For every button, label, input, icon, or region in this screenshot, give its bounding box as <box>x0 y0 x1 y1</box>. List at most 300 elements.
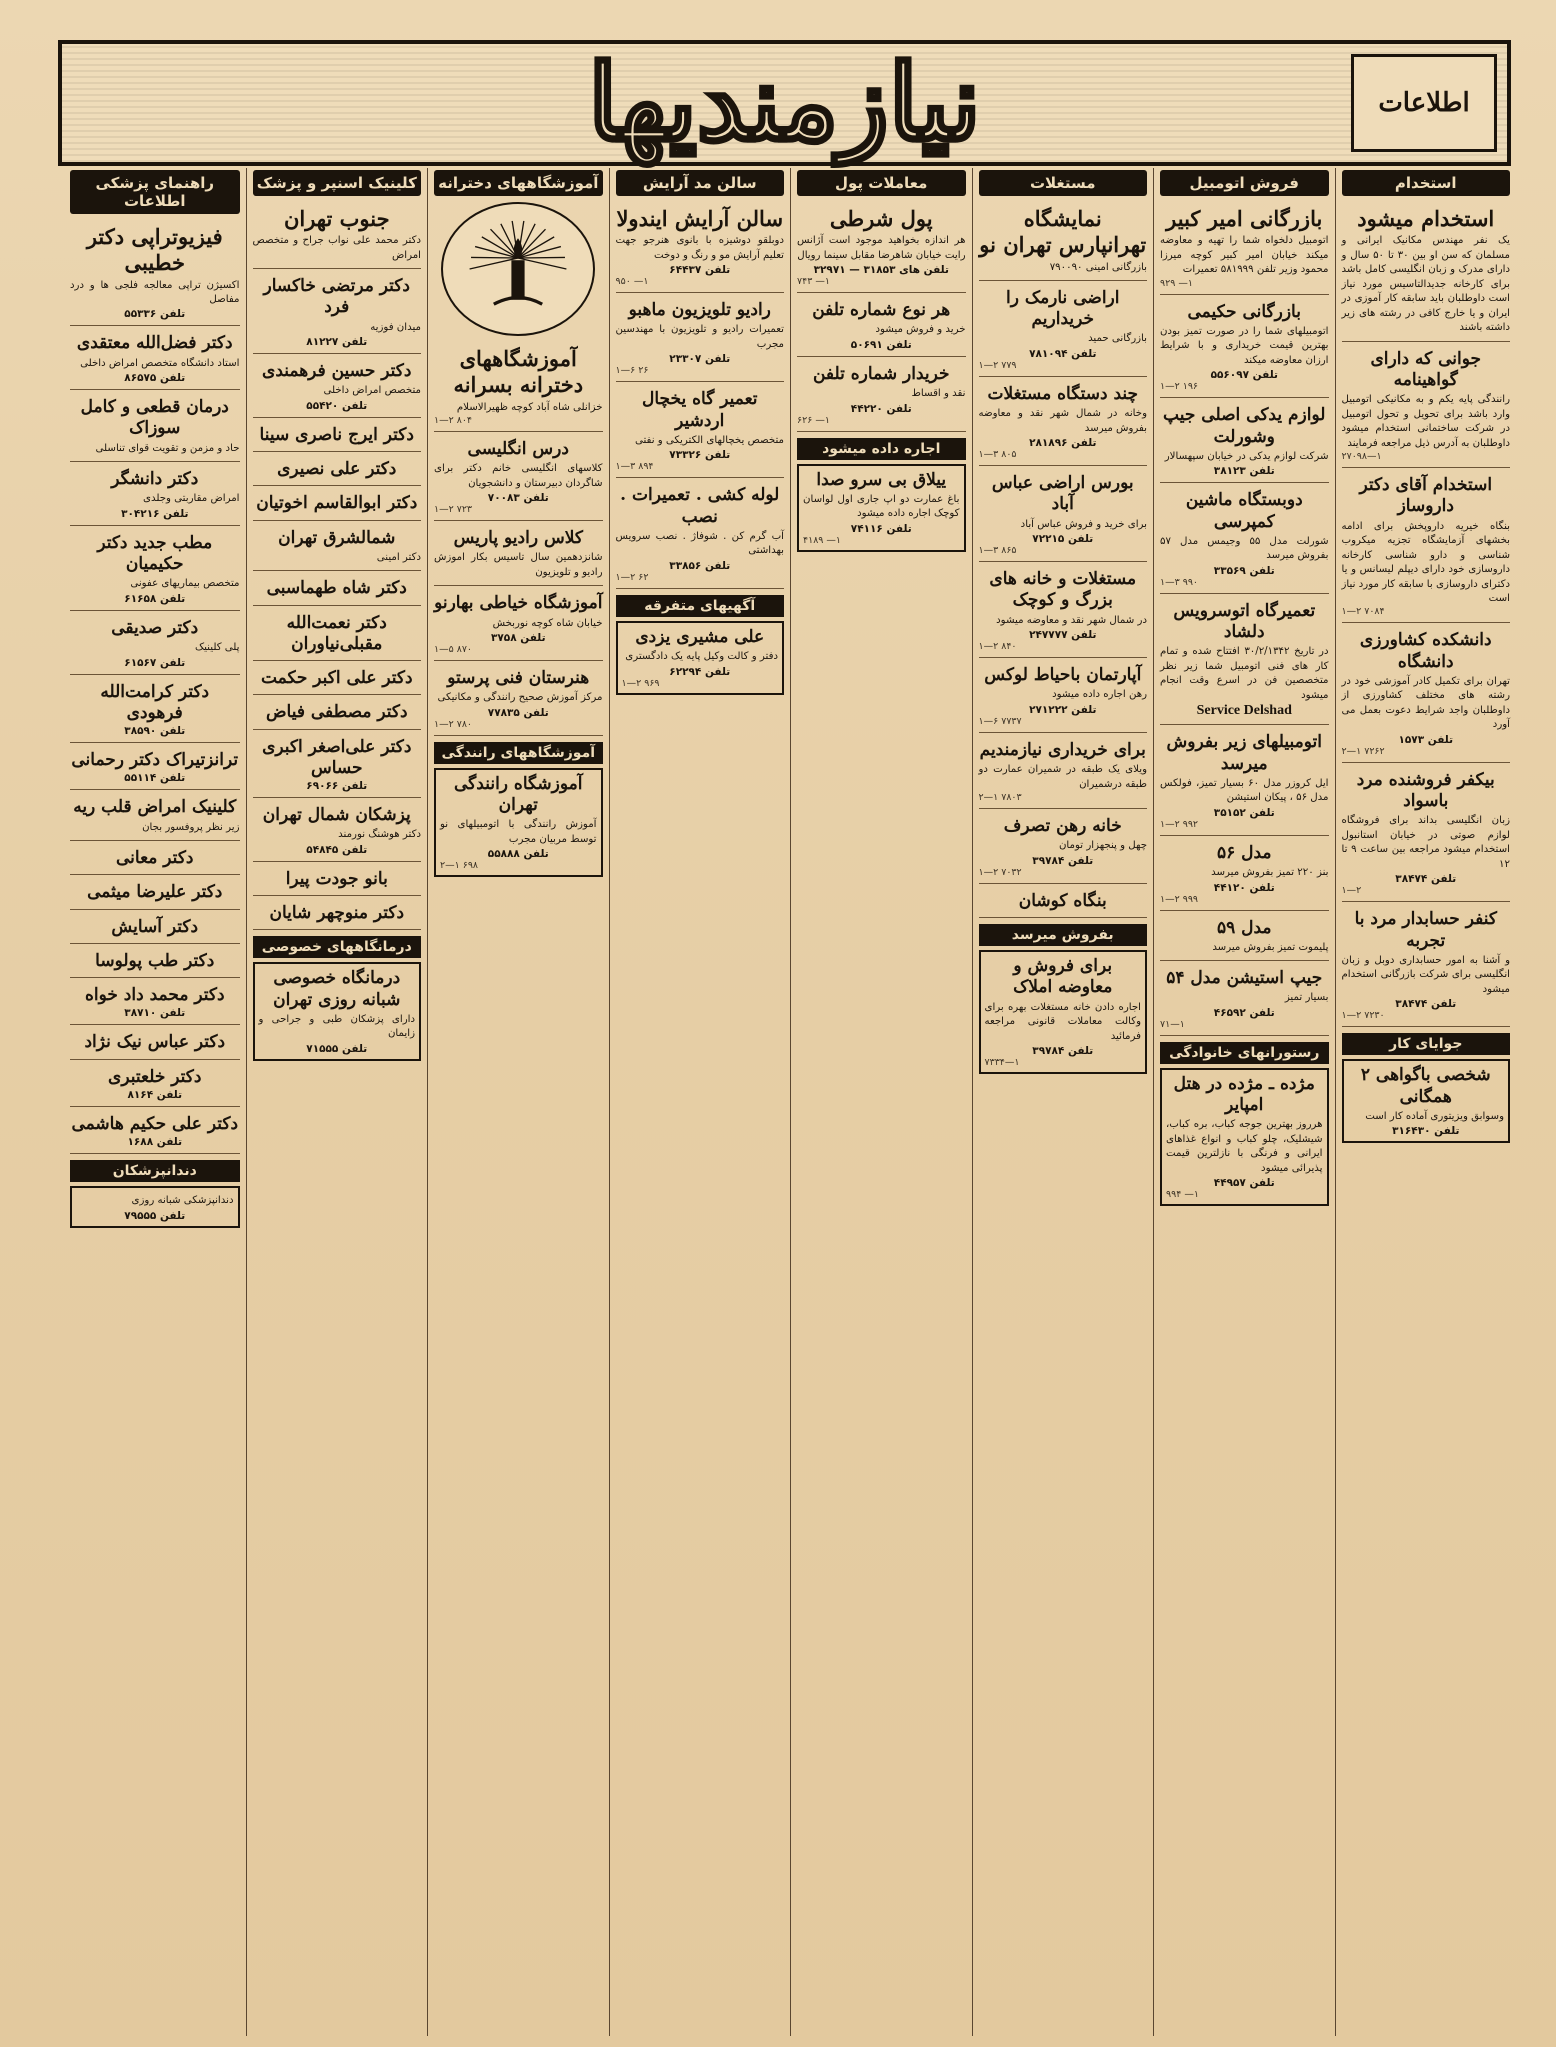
ad-code: ۱—۲ ۱۹۶ <box>1160 381 1199 393</box>
ad-body: هر اندازه بخواهید موجود است آژانس رایت خیابان شاهرضا مقابل سینما رویال <box>797 235 966 261</box>
ad-body: اکسیژن تراپی معالجه فلجی ها و درد مفاصل <box>70 279 240 305</box>
ad-code: ۹۲۹ —۱ <box>1160 277 1193 289</box>
candle-emblem-icon <box>441 202 595 336</box>
ad-body: دفتر و کالت وکیل پایه یک دادگستری <box>625 651 778 663</box>
classified-ad <box>979 284 1148 377</box>
ad-body: دکتر هوشنگ نورمند <box>338 829 421 841</box>
classified-ad <box>253 865 422 896</box>
classified-ad <box>70 746 240 790</box>
classified-ad <box>1160 839 1329 911</box>
ad-title: دکتر شاه طهماسبی <box>266 578 407 599</box>
ad-code: ۱—۲ ۹۹۹ <box>1160 893 1199 905</box>
column-header: معاملات پول <box>797 170 966 196</box>
classified-ad <box>979 887 1148 918</box>
ad-body: شرکت لوازم یدکی در خیابان سپهسالار <box>1164 450 1329 462</box>
ad-title: خانه رهن تصرف <box>1003 816 1122 837</box>
ad-phone: تلفن ۷۳۳۲۶ <box>669 449 731 462</box>
classified-ad <box>253 609 422 662</box>
classified-ad <box>979 736 1148 809</box>
ad-phone: تلفن ۱۶۸۸ <box>127 1136 183 1149</box>
ad-body: بازرگانی حمید <box>1088 333 1147 345</box>
ad-phone: تلفن ۳۹۷۸۴ <box>1032 854 1094 867</box>
ad-phone: تلفن ۷۸۱۰۹۴ <box>1029 347 1097 360</box>
ad-title: دکتر علی نصیری <box>277 459 397 480</box>
classified-ad <box>70 793 240 841</box>
classified-ad <box>1160 486 1329 593</box>
classified-ad <box>70 844 240 875</box>
ad-title: مدل ۵۹ <box>1216 917 1272 938</box>
ad-title: مطب جدید دکتر حکیمیان <box>97 532 213 575</box>
ad-code: ۲۷۰۹۸—۱ <box>1341 451 1382 463</box>
ad-body: در شمال شهر نقد و معاوضه میشود <box>996 614 1147 626</box>
ad-title: دکتر مصطفی فیاض <box>265 702 408 723</box>
candle-icon <box>463 214 573 324</box>
column-header: استخدام <box>1342 170 1511 196</box>
classified-ad <box>434 664 603 736</box>
classified-ad <box>253 455 422 486</box>
ad-body: دارای پزشکان طبی و جراحی و زایمان <box>258 1013 415 1040</box>
column-8 <box>64 168 246 2036</box>
section-header: دندانپزشکان <box>70 1160 240 1182</box>
classified-ad <box>979 469 1148 562</box>
classified-ad <box>70 878 240 909</box>
ad-body: در تاریخ ۳۰/۲/۱۳۴۲ افتتاح شده و تمام کار های فنی اتومبیل شما زیر نظر متخصصین فن در اسرع وقت انجام میشود <box>1160 646 1329 701</box>
ad-body: یک نفر مهندس مکانیک ایرانی و مسلمان که سن او بین ۳۰ تا ۵۰ سال و دارای مدرک و زبان انگلیسی کامل باشد برای کارخانه جدیدالتاسیس مورد نیاز است داوطلبان باید سابقه کار آموزی در ایران و یا خارج کافی در رشته های زیر داشته باشند <box>1341 235 1510 334</box>
classified-ad <box>70 393 240 462</box>
ad-title: دکتر معانی <box>116 848 194 869</box>
classified-ad <box>1160 298 1329 399</box>
ad-title: جوانی که دارای گواهینامه <box>1370 348 1481 390</box>
ad-phone: تلفن ۸۱۲۲۷ <box>306 336 368 349</box>
ad-body: پلی کلینیک <box>194 642 240 654</box>
ad-phone: تلفن ۵۴۸۴۵ <box>306 843 368 856</box>
ad-body: نقد و اقساط <box>911 388 966 400</box>
ad-title: دکتر محمد داد خواه <box>84 985 225 1006</box>
ad-body: متخصص امراض داخلی <box>323 385 421 397</box>
classified-ad <box>70 465 240 526</box>
ad-body: چهل و پنجهزار تومان <box>1058 840 1147 852</box>
ad-title: بازرگانی امیر کبیر <box>1166 206 1323 231</box>
ad-body: وخانه در شمال شهر نقد و معاوضه بفروش میرسد <box>978 408 1147 434</box>
masthead-badge: اطلاعات <box>1351 54 1497 152</box>
classified-ad <box>434 342 603 432</box>
ad-title: دکتر حسین فرهمندی <box>262 361 412 382</box>
ad-code: ۱—۳ ۸۹۴ <box>615 461 654 473</box>
ad-phone: تلفن ۴۴۲۲۰ <box>850 402 912 415</box>
classified-ad <box>253 962 422 1060</box>
column-6 <box>427 168 609 2036</box>
ad-latin-name: Service Delshad <box>1196 703 1292 719</box>
classified-ad <box>979 380 1148 466</box>
classified-ad <box>1342 471 1511 623</box>
ad-body: زیر نظر پروفسور بجان <box>142 821 240 833</box>
ad-title: دکتر علی اکبر حکمت <box>260 668 413 689</box>
classified-ad <box>253 524 422 572</box>
ad-code: ۴۱۸۹ —۱ <box>803 534 842 546</box>
classified-ad <box>1342 626 1511 762</box>
ad-title: بنگاه کوشان <box>1018 890 1107 911</box>
ad-body: پلیموت تمیز بفروش میرسد <box>1212 941 1329 953</box>
classified-ad <box>1160 401 1329 483</box>
ad-code: ۱—۲ ۷۰۸۴ <box>1341 606 1385 618</box>
ad-title: آموزشگاه خیاطی بهارنو <box>434 593 603 614</box>
ad-body: خیابان شاه کوچه نوربخش <box>492 617 603 629</box>
ad-title: برای خریداری نیازمندیم <box>979 739 1146 760</box>
ad-phone: تلفن ۸۶۵۷۵ <box>124 372 186 385</box>
ad-body: ایل کروزر مدل ۶۰ بسیار تمیز، فولکس مدل ۵۶ ، پیکان استیشن <box>1160 777 1329 804</box>
ad-body: بنز ۲۲۰ تمیز بفروش میرسد <box>1211 867 1329 879</box>
ad-phone: تلفن ۳۱۶۴۳۰ <box>1392 1125 1460 1138</box>
ad-phone: تلفن ۳۸۷۱۰ <box>124 1007 186 1020</box>
classified-ad <box>70 1110 240 1154</box>
ad-body: دکتر امینی <box>376 551 421 563</box>
ad-title: شمالشرق تهران <box>278 527 396 548</box>
ad-body: دوبلقو دوشیزه با بانوی هنرجو جهت تعلیم آرایش مو و رنگ و دوخت <box>615 235 784 261</box>
ad-title: دوبستگاه ماشین کمپرسی <box>1185 490 1303 532</box>
ad-body: حاد و مزمن و تقویت قوای تناسلی <box>95 442 240 454</box>
ad-code: ۶۲۶ —۱ <box>797 414 830 426</box>
ad-body: استاد دانشگاه متخصص امراض داخلی <box>80 357 240 369</box>
classified-ad <box>70 1028 240 1059</box>
column-header: فروش اتومبیل <box>1160 170 1329 196</box>
ad-code: ۷۳۳۴—۱ <box>984 1057 1020 1069</box>
ad-code: ۱—۲ ۷۰۳۲ <box>978 866 1022 878</box>
classified-ad <box>1342 345 1511 468</box>
classified-columns <box>40 168 1516 2036</box>
ad-title: دکتر علیرضا میثمی <box>87 882 223 903</box>
ad-title: دکتر فضل‌الله معتقدی <box>76 333 233 354</box>
classified-ad <box>253 421 422 452</box>
classified-ad <box>797 360 966 432</box>
ad-title: هنرستان فنی پرستو <box>447 668 590 689</box>
ad-phone: تلفن ۷۷۸۳۵ <box>487 706 549 719</box>
ad-body: خرید و فروش میشود <box>875 324 966 336</box>
ad-title: هر نوع شماره تلفن <box>812 300 951 321</box>
classified-ad <box>70 1186 240 1227</box>
ad-body: تعمیرات رادیو و تلویزیون با مهندسین مجرب <box>615 324 784 350</box>
ad-code: ۱—۲ ۹۹۲ <box>1160 818 1199 830</box>
ad-title: دکتر منوچهر شایان <box>269 903 405 924</box>
ad-phone: تلفن ۵۵۱۱۴ <box>124 772 186 785</box>
ad-title: نمایشگاه تهرانپارس تهران نو <box>979 206 1147 258</box>
ad-title: شخصی باگواهی ۲ همگانی <box>1360 1065 1491 1107</box>
ad-title: کلینیک امراض قلب ریه <box>73 797 237 818</box>
ad-title: بانو جودت پیرا <box>285 868 388 889</box>
ad-code: ۱—۶ ۷۷۳۷ <box>978 715 1022 727</box>
ad-code: ۱—۳ ۹۹۰ <box>1160 576 1199 588</box>
ad-code: ۱—۲ ۷۲۳۰ <box>1341 1010 1385 1022</box>
ad-title: دکتر علی‌اصغر اکبری حساس <box>262 736 412 778</box>
ad-code: ۱—۲ ۸۴۰ <box>978 641 1017 653</box>
ad-body: بسیار تمیز <box>1284 992 1329 1004</box>
ad-title: دکتر مرتضی خاکسار فرد <box>263 276 410 318</box>
ad-title: کنفر حسابدار مرد با تجربه <box>1354 909 1497 951</box>
ad-title: مژده ـ مژده در هتل امپایر <box>1173 1073 1315 1116</box>
classified-ad <box>70 329 240 390</box>
ad-title: علی مشیری یزدی <box>635 626 765 647</box>
classified-ad <box>797 464 966 552</box>
ad-phone: تلفن ۵۵۳۳۶ <box>124 308 186 321</box>
ad-phone: تلفن ۸۱۶۴ <box>127 1088 183 1101</box>
ad-title: سالن آرایش ایندولا <box>616 206 784 231</box>
ad-code: ۱—۲ ۶۲ <box>615 571 649 583</box>
ad-phone: تلفن ۳۷۵۸ <box>490 632 546 645</box>
ad-body: مرکز آموزش صحیح رانندگی و مکانیکی <box>437 692 603 704</box>
ad-body: آموزش رانندگی با اتومبیلهای نو توسط مربیان مجرب <box>440 819 597 845</box>
ad-body: رهن اجاره داده میشود <box>1052 689 1147 701</box>
ad-phone: تلفن ۳۳۸۵۶ <box>669 559 731 572</box>
classified-ad <box>979 661 1148 733</box>
ad-phone: تلفن ۶۱۶۵۸ <box>124 592 186 605</box>
classified-ad <box>979 202 1148 281</box>
ad-phone: تلفن ۷۴۱۱۶ <box>850 522 912 535</box>
ad-phone: تلفن ۵۵۶۰۹۷ <box>1210 369 1278 382</box>
classified-ad <box>70 1063 240 1107</box>
column-header: سالن مد آرایش <box>616 170 785 196</box>
ad-phone: تلفن ۲۸۱۸۹۶ <box>1029 437 1097 450</box>
ad-phone: تلفن ۵۵۴۲۰ <box>306 399 368 412</box>
classified-ad <box>1160 597 1329 725</box>
ad-phone: تلفن ۴۴۹۵۷ <box>1213 1177 1275 1190</box>
classified-ad <box>253 899 422 930</box>
ad-phone: تلفن ۵۵۸۸۸ <box>487 848 549 861</box>
classified-ad <box>616 202 785 293</box>
classified-ad <box>253 489 422 520</box>
ad-code: ۲—۱ ۷۸۰۳ <box>978 792 1022 804</box>
ad-body: باغ عمارت دو اپ جاری اول لواسان کوچک اجاره داده میشود <box>803 493 960 520</box>
ad-body: متخصص یخچالهای الکتریکی و نفتی <box>634 434 784 446</box>
ad-title: دکتر علی حکیم هاشمی <box>71 1113 239 1134</box>
ad-body: میدان فوزیه <box>370 321 421 333</box>
ad-title: دانشکده کشاورزی دانشگاه <box>1359 630 1492 672</box>
classified-ad <box>70 981 240 1025</box>
ad-body: زبان انگلیسی بداند برای فروشگاه لوازم صوتی در خیابان استانبول استخدام میشود مراجعه بین ساعت ۹ تا ۱۲ <box>1341 815 1510 870</box>
ad-title: جیپ استیشن مدل ۵۴ <box>1166 968 1323 989</box>
classified-ad <box>797 202 966 293</box>
ad-body: اجاره دادن خانه مستغلات بهره برای وکالت معاملات قانونی مراجعه فرمائید <box>984 1001 1141 1042</box>
ad-phone: تلفن ۲۴۷۷۷۷ <box>1029 629 1097 642</box>
ad-body: امراض مقاربتی وجلدی <box>143 493 240 505</box>
ad-phone: تلفن ۴۶۵۹۲ <box>1213 1006 1275 1019</box>
ad-title: اراضی نارمک را خریداریم <box>1006 287 1120 330</box>
classified-ad <box>70 947 240 978</box>
ad-title: دکتر صدیقی <box>111 617 199 638</box>
section-header: درمانگاههای خصوصی <box>253 936 422 958</box>
ad-title: لوازم یدکی اصلی جیپ وشورلت <box>1163 405 1326 447</box>
ad-code: ۹۵۰ —۱ <box>615 276 649 288</box>
classified-ad <box>434 589 603 661</box>
classified-ad <box>797 296 966 357</box>
ad-title: پول شرطی <box>829 206 933 231</box>
ad-title: اتومبیلهای زیر بفروش میرسد <box>1166 732 1322 774</box>
ad-title: استخدام میشود <box>1357 206 1495 231</box>
classified-ad <box>70 913 240 944</box>
ad-body: و آشنا به امور حسابداری دوبل و زبان انگلیسی برای شرکت بازرگانی استخدام میشود <box>1341 954 1510 995</box>
classified-ad <box>616 621 785 695</box>
ad-phone: تلفن ۱۵۷۳ <box>1398 733 1454 746</box>
section-header: جوایای کار <box>1342 1033 1511 1055</box>
column-header: آموزشگاههای دخترانه <box>434 170 603 196</box>
classified-ad <box>979 950 1148 1074</box>
ad-title: دکتر نعمت‌الله مقبلی‌نیاوران <box>286 612 387 654</box>
ad-code: ۱—۳ ۸۰۵ <box>978 449 1017 461</box>
classified-ad <box>253 664 422 695</box>
classified-ad <box>979 812 1148 884</box>
classified-ad <box>1160 728 1329 835</box>
ad-title: تعمیر گاه یخچال اردشیر <box>642 389 758 431</box>
classified-ad <box>616 481 785 588</box>
ad-body: خزانلی شاه آباد کوچه ظهیرالاسلام <box>456 401 603 413</box>
column-4 <box>790 168 972 2036</box>
ad-title: مدل ۵۶ <box>1216 842 1272 863</box>
ad-body: وسوابق ویزیتوری آماده کار است <box>1365 1110 1504 1122</box>
classified-ad <box>1342 202 1511 342</box>
classified-ad <box>1342 1059 1511 1143</box>
ad-title: لوله کشی . تعمیرات . نصب <box>620 485 780 527</box>
ad-code: ۱—۲ <box>1341 885 1362 897</box>
ad-body: بازرگانی امینی ۷۹۰۰۹۰ <box>1049 261 1147 273</box>
column-header: مستغلات <box>979 170 1148 196</box>
ad-body: دکتر محمد علی نواب جراح و متخصص امراض <box>252 235 421 261</box>
classified-ad <box>434 768 603 877</box>
ad-phone: تلفن ۶۴۴۳۷ <box>669 264 731 277</box>
ad-body: شورلت مدل ۵۵ وجیمس مدل ۵۷ بفروش میرسد <box>1160 535 1329 562</box>
ad-title: خریدار شماره تلفن <box>812 363 950 384</box>
classified-ad <box>616 296 785 382</box>
classified-ad <box>70 220 240 326</box>
ad-code: ۱—۲ ۷۷۹ <box>978 359 1017 371</box>
column-header: راهنمای پزشکی اطلاعات <box>70 170 240 214</box>
classified-ad <box>1160 202 1329 295</box>
ad-phone: تلفن ۳۸۵۹۰ <box>124 725 186 738</box>
ad-title: دکتر آسایش <box>111 916 199 937</box>
ad-body: کلاسهای انگلیسی خانم دکتر برای شاگردان دبیرستان و دانشجویان <box>434 463 603 489</box>
classified-ad <box>253 357 422 418</box>
ad-phone: تلفن ۲۳۳۰۷ <box>669 353 731 366</box>
classified-ad <box>1160 1068 1329 1206</box>
ad-phone: تلفن ۳۸۴۷۴ <box>1395 998 1457 1011</box>
ad-body: اتومبیل دلخواه شما را تهیه و معاوضه میکند خیابان امیر کبیر کوچه میرزا محمود وزیر تلفن ۵۸۱۹۹۹ تعمیرات <box>1160 235 1329 276</box>
ad-body: هرروز بهترین جوجه کباب، بره کباب، شیشلیک، چلو کباب و انواع غذاهای ایرانی و فرنگی با نازلترین قیمت پذیرائی میشود <box>1166 1119 1323 1174</box>
ad-body: متخصص بیماریهای عفونی <box>130 578 240 590</box>
ad-phone: تلفن ۶۹۰۶۶ <box>306 780 368 793</box>
ad-body: ویلای یک طبقه در شمیران عمارت دو طبقه درشمیران <box>978 764 1147 790</box>
column-header: کلینیک اسنپر و پزشک <box>253 170 422 196</box>
ad-title: بورس اراضی عباس آباد <box>991 473 1134 515</box>
column-7 <box>246 168 428 2036</box>
ad-title: دکتر خلعتبری <box>108 1066 202 1087</box>
ad-title: درس انگلیسی <box>467 438 569 459</box>
ad-body: تهران برای تکمیل کادر آموزشی خود در رشته های مختلف کشاورزی از داوطلبان واجد شرایط دعوت بعمل می آورد <box>1341 675 1510 731</box>
ad-title: ترانزتیراک دکتر رحمانی <box>71 750 239 771</box>
section-header: آگهیهای متفرقه <box>616 595 785 617</box>
ad-phone: تلفن ۳۳۵۶۹ <box>1213 564 1275 577</box>
ad-title: مستغلات و خانه های بزرگ و کوچک <box>989 569 1137 611</box>
ad-body: دندانپزشکی شبانه روزی <box>131 1195 234 1207</box>
ad-phone: تلفن ۶۱۵۶۷ <box>124 656 186 669</box>
ad-title: بازرگانی حکیمی <box>1187 301 1301 322</box>
ad-title: استخدام آقای دکتر داروساز <box>1359 475 1493 517</box>
classified-ad <box>70 614 240 675</box>
classified-ad <box>434 435 603 521</box>
ad-title: درمانگاه خصوصی شبانه روزی تهران <box>273 968 401 1010</box>
ad-title: پزشکان شمال تهران <box>262 805 411 826</box>
ad-phone: تلفن ۷۹۵۵۵ <box>124 1209 186 1222</box>
ad-title: آپارتمان باحیاط لوکس <box>984 665 1142 686</box>
ad-phone: تلفن ۳۸۴۷۴ <box>1395 873 1457 886</box>
ad-title: چند دستگاه مستغلات <box>987 383 1139 404</box>
classified-ad <box>253 733 422 799</box>
ad-title: دکتر دانشگر <box>111 469 199 490</box>
classified-ad <box>1160 914 1329 962</box>
column-3 <box>972 168 1154 2036</box>
ad-phone: تلفن ۴۴۱۲۰ <box>1213 881 1275 894</box>
classified-ad <box>979 565 1148 658</box>
ad-title: رادیو تلویزیون ماهبو <box>628 300 771 321</box>
masthead-title: نیازمندیها <box>588 41 981 164</box>
classified-ad <box>253 202 422 269</box>
column-5 <box>609 168 791 2036</box>
ad-title: دکتر کرامت‌الله فرهودی <box>100 681 210 723</box>
classified-ad <box>253 698 422 729</box>
ad-code: ۷۴۳ —۱ <box>797 276 830 288</box>
classified-ad <box>253 801 422 862</box>
classified-ad <box>1342 766 1511 902</box>
ad-phone: تلفن ۲۷۱۲۲۲ <box>1029 703 1097 716</box>
ad-phone: تلفن ۳۹۷۸۴ <box>1032 1045 1094 1058</box>
ad-phone: تلفن ۶۲۲۹۴ <box>669 665 731 678</box>
ad-phone: تلفن ۵۰۶۹۱ <box>850 338 912 351</box>
section-header: رستورانهای خانوادگی <box>1160 1042 1329 1064</box>
ad-phone: تلفن ۳۵۱۵۲ <box>1213 806 1275 819</box>
ad-phone: تلفن ۷۱۵۵۵ <box>306 1042 368 1055</box>
ad-code: ۷۱—۱ <box>1160 1018 1185 1030</box>
section-header: بفروش میرسد <box>979 924 1148 946</box>
classified-ad <box>70 529 240 611</box>
ad-code: ۲—۱ ۷۲۶۲ <box>1341 745 1385 757</box>
ad-title: برای فروش و معاوضه املاک <box>1013 956 1113 998</box>
ad-phone: تلفن ۷۰۰۸۳ <box>487 492 549 505</box>
ad-code: ۱—۲ ۸۰۴ <box>434 414 473 426</box>
ad-code: ۱—۲ ۷۸۰ <box>434 718 473 730</box>
ad-title: دکتر عباس نیک نژاد <box>84 1032 226 1053</box>
section-header: آموزشگاههای رانندگی <box>434 742 603 764</box>
ad-title: فیزیوتراپی دکتر خطیبی <box>86 224 223 276</box>
ad-title: ییلاق بی سرو صدا <box>816 469 947 490</box>
section-header: اجاره داده میشود <box>797 438 966 460</box>
ad-body: بنگاه خیریه داروپخش برای ادامه بخشهای آزمایشگاه تجزیه میکروب شناسی و دارو شناسی کارخانه داروسازی خود دارای دیپلم لیسانس و یا دکترای داروسازی با سابقه کار مورد نیاز است <box>1341 520 1510 604</box>
ad-code: ۱—۶ ۲۶ <box>615 365 649 377</box>
classified-ad <box>253 272 422 354</box>
ad-title: کلاس رادیو پاریس <box>453 528 583 549</box>
ad-title: دکتر ایرج ناصری سینا <box>259 424 414 445</box>
ad-title: دکتر ابوالقاسم اخوتیان <box>256 493 418 514</box>
ad-title: آموزشگاههای دخترانه بسرانه <box>453 346 584 398</box>
ad-body: اتومبیلهای شما را در صورت تمیز بودن بهترین قیمت خریداری و با شرایط ارزان معاوضه میکند <box>1160 325 1329 366</box>
ad-body: شانزدهمین سال تاسیس بکار اموزش رادیو و تلویزیون <box>434 552 603 578</box>
classified-ad <box>1160 964 1329 1036</box>
ad-code: ۱—۲ ۷۲۳ <box>434 504 473 516</box>
ad-title: جنوب تهران <box>283 206 390 231</box>
ad-code: ۹۹۴ —۱ <box>1166 1189 1199 1201</box>
column-1 <box>1335 168 1517 2036</box>
ad-body: آب گرم کن . شوفاژ . نصب سرویس بهداشتی <box>615 530 784 557</box>
ad-code: ۲—۱ ۶۹۸ <box>440 860 479 872</box>
ad-body: رانندگی پایه یکم و به مکانیکی اتومبیل وارد باشد برای تحویل و تحول اتومبیل در شرکت ساختمانی استخدام میشود داوطلبان به آدرس ذیل مراجعه فرمایند <box>1341 394 1510 449</box>
ad-code: ۱—۵ ۸۷۰ <box>434 644 473 656</box>
column-2 <box>1153 168 1335 2036</box>
classified-ad <box>1342 905 1511 1027</box>
